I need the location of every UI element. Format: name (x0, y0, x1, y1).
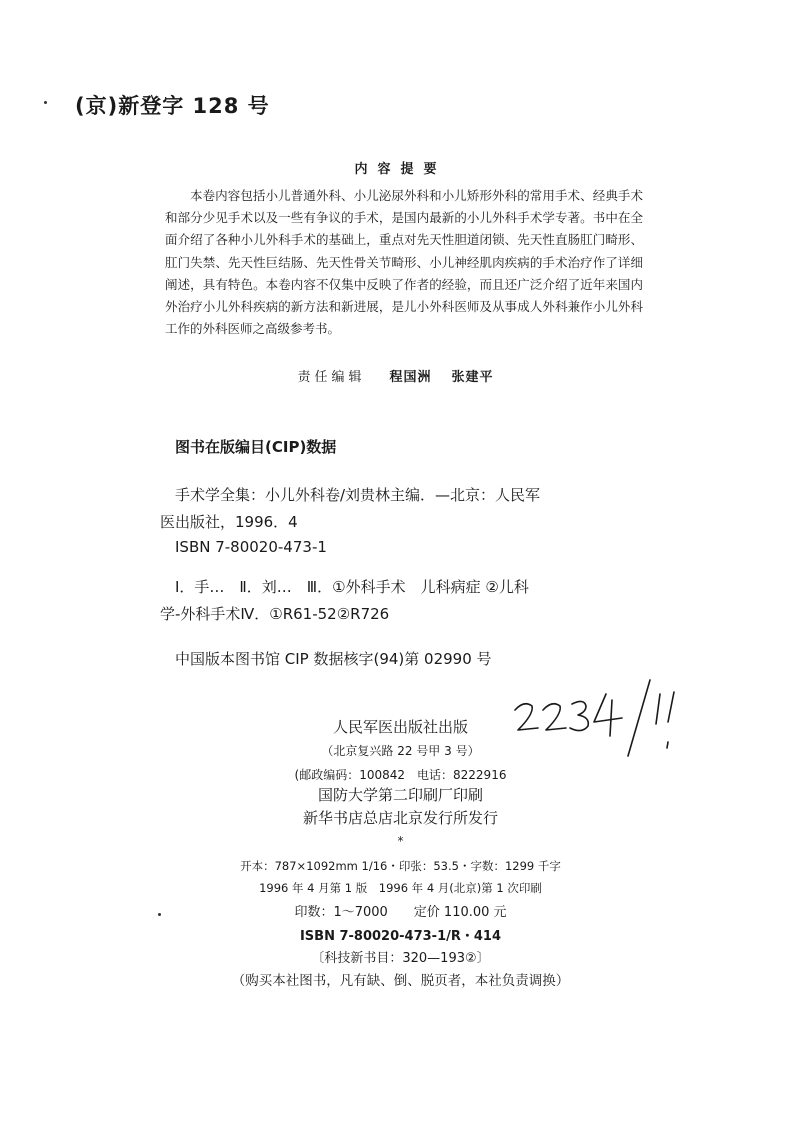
summary-title: 内容提要 (354, 162, 447, 177)
publisher-address: （北京复兴路 22 号甲 3 号） (321, 744, 480, 758)
distributor: 新华书店总店北京发行所发行 (302, 809, 498, 827)
editor-name: 张建平 (451, 370, 494, 385)
cip-title: 图书在版编目(CIP)数据 (175, 438, 337, 456)
scan-speck (44, 101, 47, 104)
postal-phone: (邮政编码：100842 电话：8222916 (294, 768, 507, 782)
cip-subject-line: Ⅰ．手… Ⅱ．刘… Ⅲ．①外科手术 儿科病症 ②儿科 (175, 578, 529, 596)
edition-info: 1996 年 4 月第 1 版 1996 年 4 月(北京)第 1 次印刷 (259, 881, 542, 895)
cip-line: 医出版社，1996．4 (160, 513, 298, 531)
cip-line: 手术学全集：小儿外科卷/刘贵林主编．—北京：人民军 (175, 486, 541, 504)
publisher: 人民军医出版社出版 (332, 718, 468, 736)
summary-body: 本卷内容包括小儿普通外科、小儿泌尿外科和小儿矫形外科的常用手术、经典手术和部分少见手术以及一些有争议的手术，是国内最新的小儿外科手术学专著。书中在全面介绍了各种小儿外科手术的基础上，重点对先天性胆道闭锁、先天性直肠肛门畸形、肛门失禁、先天性巨结肠、先天性骨关节畸形、小儿神经肌肉疾病的手术治疗作了详细阐述，具有特色。本卷内容不仅集中反映了作者的经验，而且还广泛介绍了近年来国内外治疗小儿外科疾病的新方法和新进展，是儿小外科医师及从事成人外科兼作小儿外科工作的外科医师之高级参考书。 (165, 188, 643, 337)
cip-subject-line: 学-外科手术Ⅳ．①R61-52②R726 (160, 605, 390, 623)
cip-isbn: ISBN 7-80020-473-1 (175, 538, 327, 556)
catalog-number: 〔科技新书目：320—193②〕 (311, 951, 490, 966)
isbn: ISBN 7-80020-473-1/R・414 (299, 929, 502, 944)
format-specs: 开本：787×1092mm 1/16・印张：53.5・字数：1299 千字 (240, 859, 561, 873)
print-run-price: 印数：1～7000 定价 110.00 元 (294, 905, 507, 920)
cip-record-number: 中国版本图书馆 CIP 数据核字(94)第 02990 号 (175, 650, 492, 668)
editors-label: 责任编辑 (297, 370, 366, 385)
editor-name: 程国洲 (389, 370, 432, 385)
return-notice: （购买本社图书，凡有缺、倒、脱页者，本社负责调换） (231, 973, 570, 989)
registration-number: (京)新登字 128 号 (75, 94, 270, 118)
separator-star: * (397, 834, 404, 848)
responsible-editors (0, 366, 801, 385)
handwritten-mark (510, 672, 690, 762)
printer: 国防大学第二印刷厂印刷 (317, 786, 483, 804)
